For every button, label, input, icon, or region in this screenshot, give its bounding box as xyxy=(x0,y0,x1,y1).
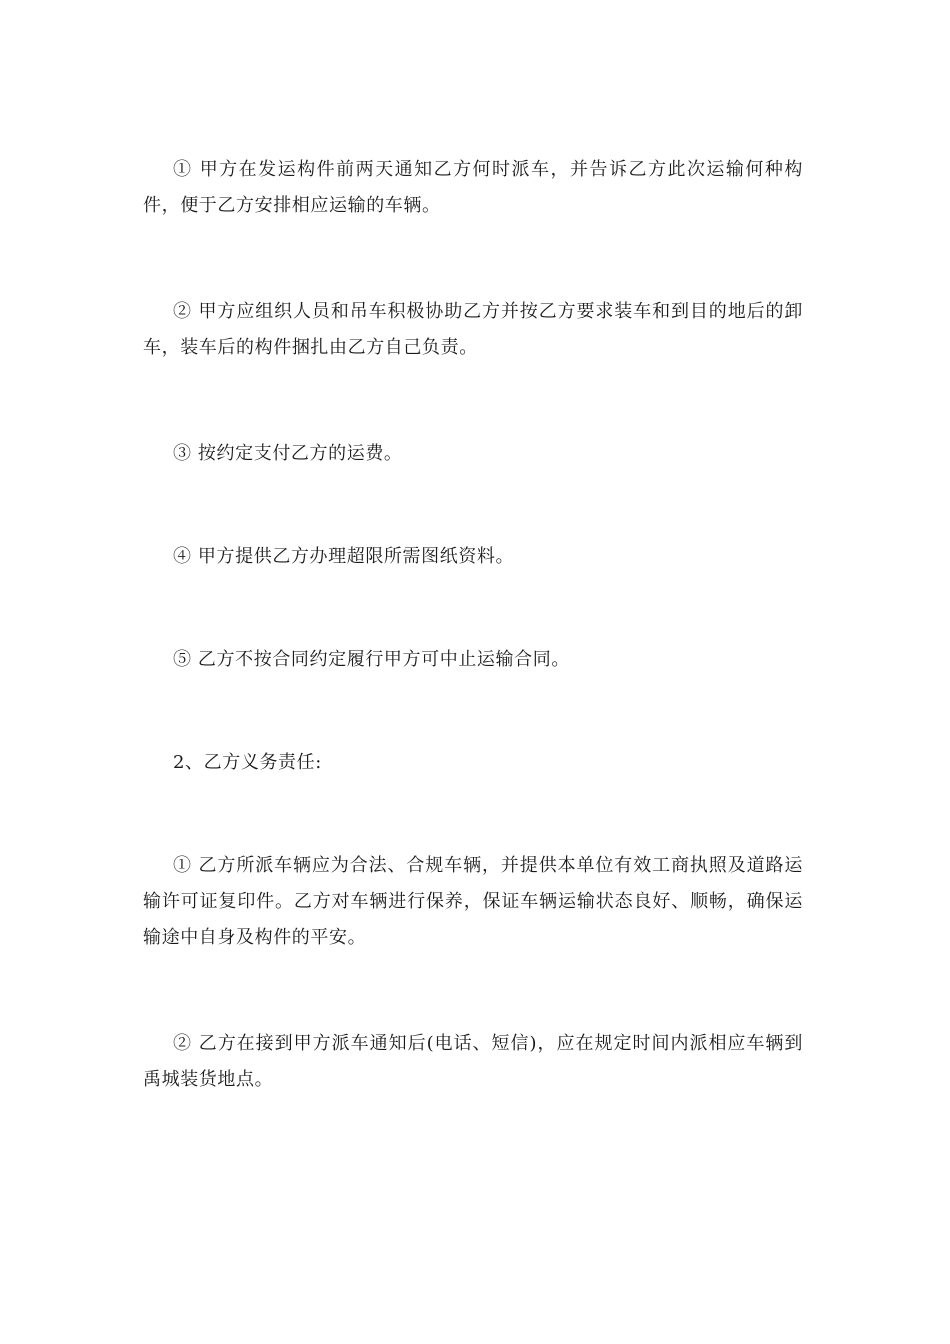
paragraph-party-a-assist-loading: ② 甲方应组织人员和吊车积极协助乙方并按乙方要求装车和到目的地后的卸车，装车后的构件捆扎由乙方自己负责。 xyxy=(143,301,803,358)
paragraph-party-a-provide-drawings: ④ 甲方提供乙方办理超限所需图纸资料。 xyxy=(173,546,515,567)
paragraph-party-a-pay-freight: ③ 按约定支付乙方的运费。 xyxy=(173,443,403,464)
paragraph-party-b-vehicles: ① 乙方所派车辆应为合法、合规车辆，并提供本单位有效工商执照及道路运输许可证复印件。乙方对车辆进行保养，保证车辆运输状态良好、顺畅，确保运输途中自身及构件的平安。 xyxy=(143,855,803,948)
section-heading-party-b-obligations: 2、乙方义务责任: xyxy=(173,752,322,773)
paragraph-party-b-dispatch: ② 乙方在接到甲方派车通知后(电话、短信)，应在规定时间内派相应车辆到禹城装货地点。 xyxy=(143,1033,803,1090)
paragraph-party-a-notify: ① 甲方在发运构件前两天通知乙方何时派车，并告诉乙方此次运输何种构件，便于乙方安排相应运输的车辆。 xyxy=(143,159,803,216)
paragraph-party-a-terminate: ⑤ 乙方不按合同约定履行甲方可中止运输合同。 xyxy=(173,649,570,670)
